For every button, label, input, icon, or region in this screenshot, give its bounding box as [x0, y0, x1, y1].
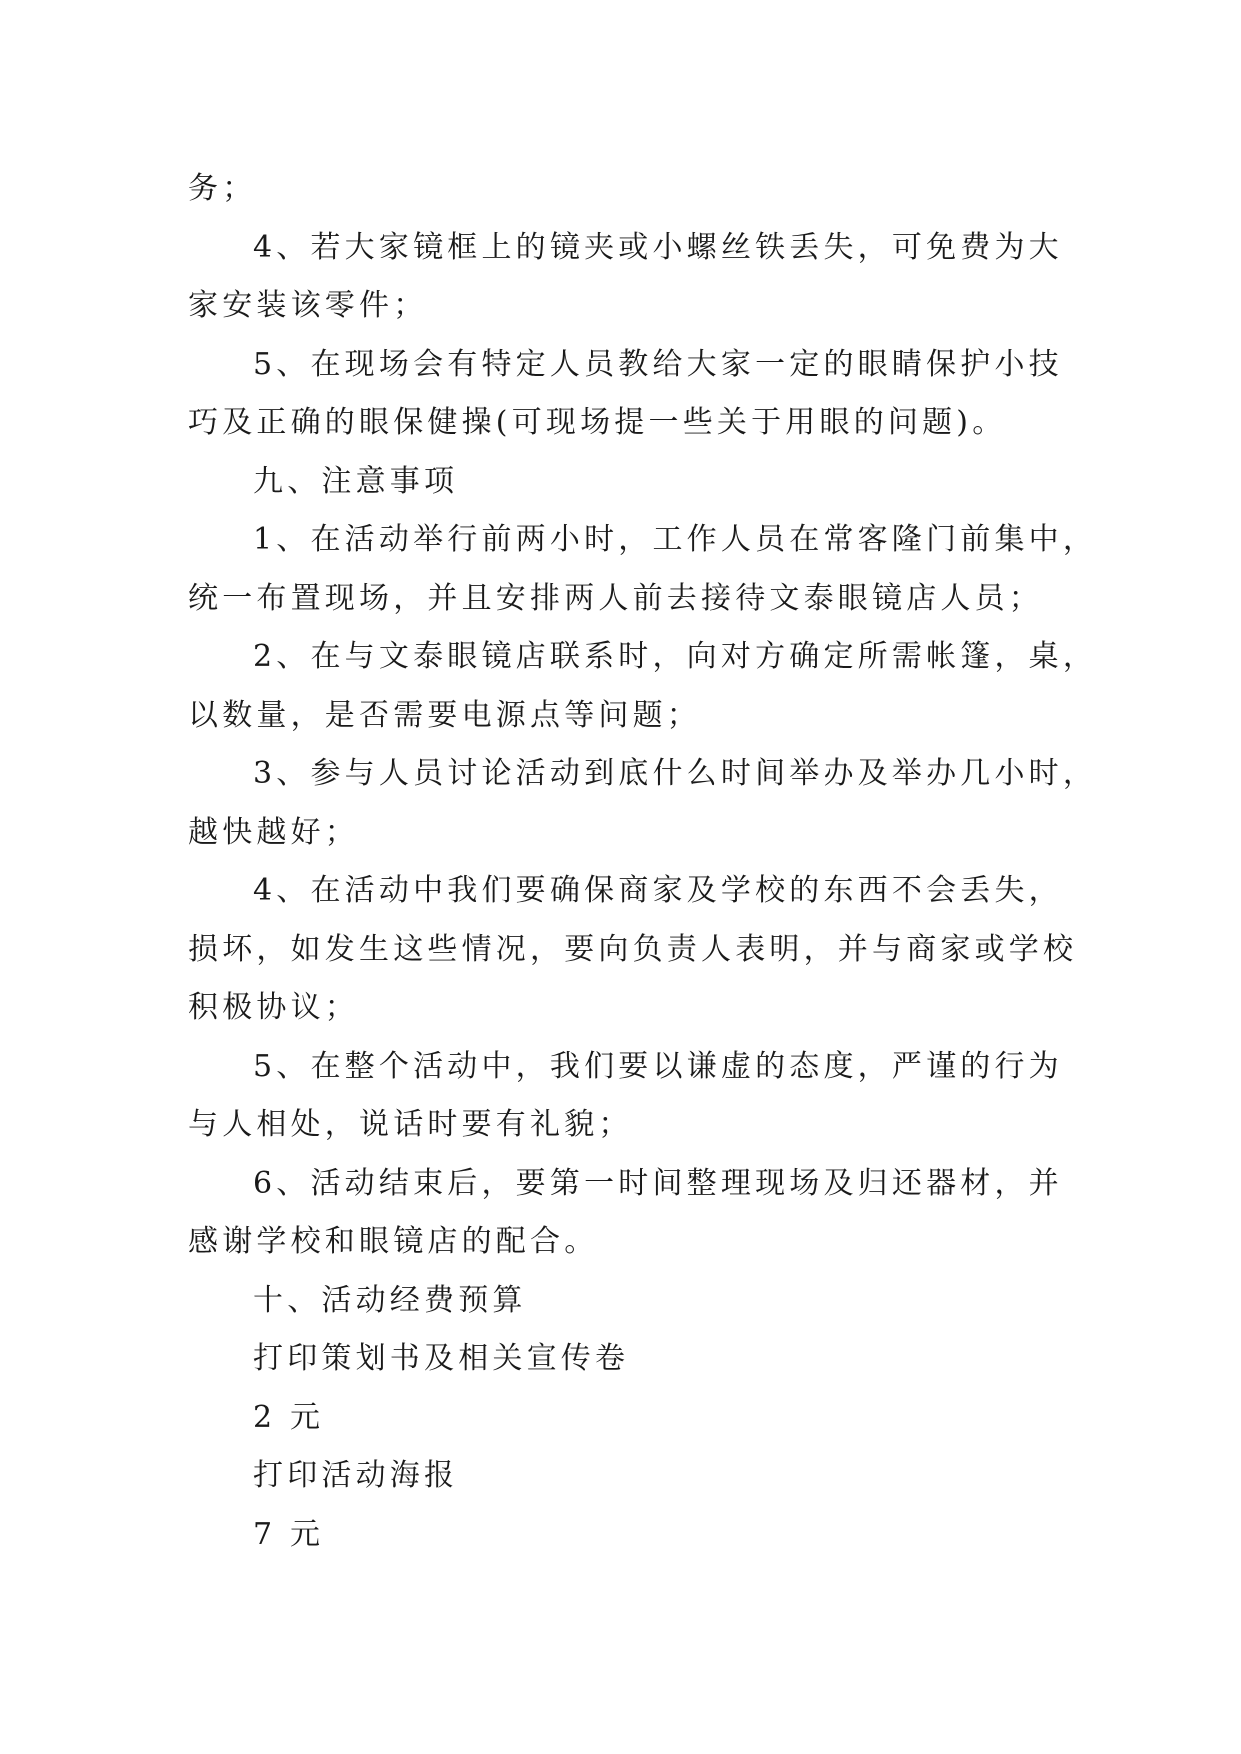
text-line: 2、在与文泰眼镜店联系时，向对方确定所需帐篷，桌， [253, 639, 1098, 674]
text-line: 损坏，如发生这些情况，要向负责人表明，并与商家或学校 [188, 931, 1078, 967]
text-line: 统一布置现场，并且安排两人前去接待文泰眼镜店人员； [188, 580, 1043, 616]
text-line: 5、在整个活动中，我们要以谦虚的态度，严谨的行为 [253, 1048, 1063, 1084]
text-line: 3、参与人员讨论活动到底什么时间举办及举办几小时， [253, 756, 1098, 791]
budget-amount: 7 元 [253, 1516, 325, 1552]
text-line: 5、在现场会有特定人员教给大家一定的眼睛保护小技 [253, 346, 1063, 382]
text-line: 4、若大家镜框上的镜夹或小螺丝铁丢失，可免费为大 [253, 229, 1063, 265]
text-line: 务； [188, 171, 257, 206]
text-line: 6、活动结束后，要第一时间整理现场及归还器材，并 [253, 1165, 1063, 1201]
budget-amount: 2 元 [253, 1399, 325, 1435]
section-heading: 十、活动经费预算 [253, 1282, 527, 1318]
budget-item: 打印策划书及相关宣传卷 [253, 1341, 630, 1376]
text-line: 积极协议； [188, 990, 359, 1025]
text-line: 感谢学校和眼镜店的配合。 [188, 1224, 599, 1259]
text-line: 4、在活动中我们要确保商家及学校的东西不会丢失， [253, 873, 1063, 908]
text-line: 以数量，是否需要电源点等问题； [188, 697, 701, 733]
budget-item: 打印活动海报 [253, 1458, 459, 1493]
text-line: 1、在活动举行前两小时，工作人员在常客隆门前集中， [253, 522, 1098, 557]
document-body [188, 160, 1098, 1564]
section-heading: 九、注意事项 [253, 463, 459, 499]
text-line: 家安装该零件； [188, 288, 428, 323]
text-line: 越快越好； [188, 814, 359, 850]
text-line: 巧及正确的眼保健操(可现场提一些关于用眼的问题)。 [188, 405, 1007, 440]
text-line: 与人相处，说话时要有礼貌； [188, 1107, 633, 1142]
